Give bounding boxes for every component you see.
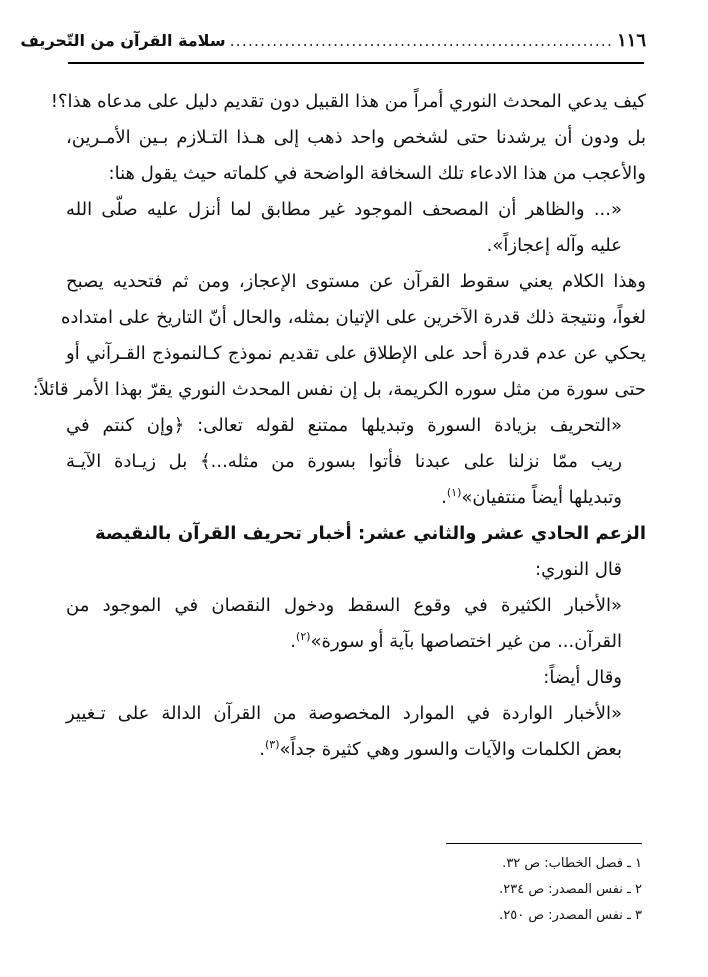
text-line: كيف يدعي المحدث النوري أمراً من هذا القبيل دون تقديم دليل على مدعاه هذا؟!: [50, 91, 646, 112]
text-line: يحكي عن عدم قدرة أحد على الإطلاق على تقديم نموذج كـالنموذج القـرآني أو: [66, 343, 646, 364]
header-leader-dots: ...............................................................: [229, 31, 613, 50]
quote-line: [66, 480, 646, 516]
quote-line: [66, 624, 646, 660]
quote-line: ريب ممّا نزلنا على عبدنا فأتوا بسورة من مثله...﴾ بل زيـادة الآيـة: [66, 451, 622, 472]
quote-line: [66, 732, 646, 768]
text-line: حتى سورة من مثل سوره الكريمة، بل إن نفس المحدث النوري يقرّ بهذا الأمر قائلاً:: [32, 379, 646, 400]
footnote-ref: (٣): [264, 738, 280, 751]
header-rule: [68, 62, 644, 64]
quote-line: «الأخبار الكثيرة في وقوع السقط ودخول النقصان في الموجود من: [66, 595, 622, 616]
text-line: والأعجب من هذا الادعاء تلك السخافة الواضحة في كلماته حيث يقول هنا:: [108, 163, 646, 184]
quote-line: «الأخبار الواردة في الموارد المخصوصة من القرآن الدالة على تـغيير: [66, 703, 622, 724]
quote-text: القرآن... من غير اختصاصها بآية أو سورة»: [310, 631, 622, 652]
running-title: سلامة القرآن من التّحريف: [20, 31, 226, 50]
footnote-ref: (٢): [296, 630, 311, 643]
text-line: وقال أيضاً:: [543, 667, 622, 688]
quote-line: «... والظاهر أن المصحف الموجود غير مطابق لما أنزل عليه صلّى الله: [66, 199, 622, 220]
quote-text: بعض الكلمات والآيات والسور وهي كثيرة جداً»: [279, 739, 622, 760]
quote-text: وتبديلها أيضاً منتفيان»: [461, 487, 622, 508]
footnote-ref: (١): [446, 486, 462, 499]
footnote-2: ٢ ـ نفس المصدر: ص ٢٣٤.: [499, 882, 642, 897]
period: .: [290, 631, 297, 652]
text-line: لغواً، ونتيجة ذلك قدرة الآخرين على الإتيان بمثله، والحال أنّ التاريخ على امتداده: [60, 307, 646, 328]
period: .: [259, 739, 265, 760]
quote-line: «التحريف بزيادة السورة وتبديلها ممتنع لقوله تعالى: ﴿وإن كنتم في: [66, 415, 622, 436]
main-text: [32, 84, 646, 768]
quote-line: عليه وآله إعجازاً».: [486, 235, 622, 256]
period: .: [441, 487, 447, 508]
footnote-3: ٣ ـ نفس المصدر: ص ٢٥٠.: [499, 908, 642, 923]
text-line: بل ودون أن يرشدنا حتى لشخص واحد ذهب إلى هـذا التـلازم بـين الأمـرين،: [66, 127, 646, 148]
running-header: [20, 30, 646, 58]
footnote-1: ١ ـ فصل الخطاب: ص ٣٢.: [502, 856, 642, 871]
page-number: ١١٦: [616, 30, 646, 51]
text-line: قال النوري:: [535, 559, 622, 580]
section-heading: الزعم الحادي عشر والثاني عشر: أخبار تحريف القرآن بالنقيصة: [94, 523, 646, 544]
text-line: وهذا الكلام يعني سقوط القرآن عن مستوى الإعجاز، ومن ثم فتحديه يصبح: [66, 271, 646, 292]
footnote-rule: [446, 843, 642, 844]
